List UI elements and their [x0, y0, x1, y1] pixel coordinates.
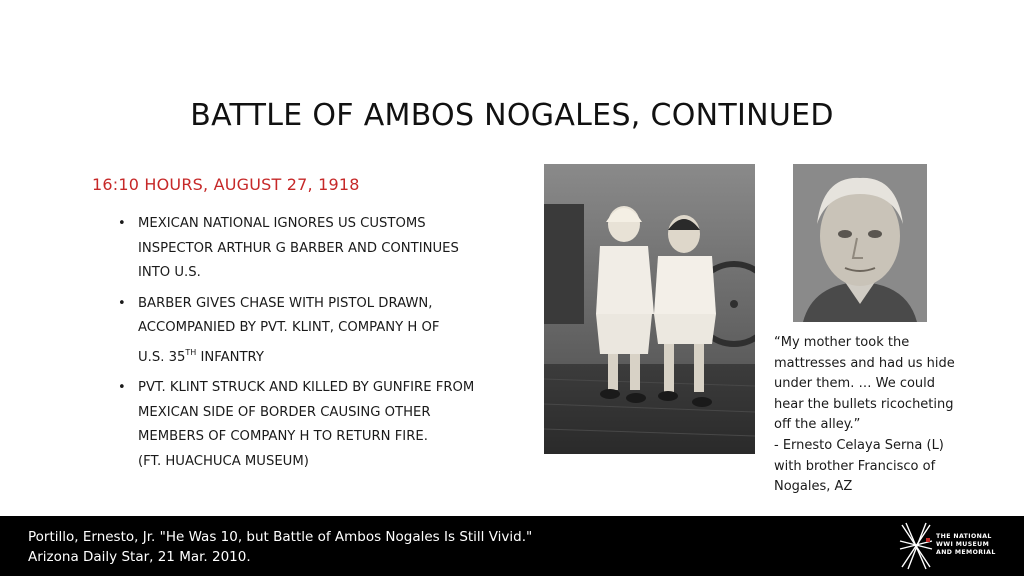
quote-line: mattresses and had us hide: [774, 355, 955, 371]
logo-line: THE NATIONAL: [936, 533, 992, 540]
bullet-line: PVT. KLINT STRUCK AND KILLED BY GUNFIRE FROM: [138, 380, 475, 395]
bullet-line: INTO U.S.: [138, 265, 201, 280]
bullet-line: MEXICAN NATIONAL IGNORES US CUSTOMS: [138, 216, 426, 231]
citation-line: Arizona Daily Star, 21 Mar. 2010.: [28, 548, 251, 565]
quote-block: [774, 333, 994, 498]
bullet-dot: •: [118, 295, 126, 311]
museum-logo-text: [936, 533, 996, 557]
quote-line: off the alley.”: [774, 417, 861, 433]
slide-title: BATTLE OF AMBOS NOGALES, CONTINUED: [190, 98, 834, 133]
footer-bar: [0, 516, 1024, 576]
quote-line: under them. … We could: [774, 376, 936, 392]
museum-logo-mark-icon: [896, 521, 936, 571]
bullet-item: [116, 292, 516, 371]
bullet-dot: •: [118, 380, 126, 395]
museum-logo: [896, 521, 1018, 571]
quote-attribution: - Ernesto Celaya Serna (L): [774, 437, 944, 453]
quote-line: “My mother took the: [774, 335, 910, 350]
slide-subtitle: 16:10 HOURS, AUGUST 27, 1918: [92, 175, 360, 194]
two-boys-photo: [544, 164, 755, 454]
bullet-line: [138, 341, 516, 371]
bullet-item: [116, 212, 516, 286]
bullet-line: (FT. HUACHUCA MUSEUM): [138, 453, 309, 469]
logo-line: AND MEMORIAL: [936, 549, 996, 556]
citation: [28, 528, 532, 567]
bullet-dot: •: [118, 216, 126, 231]
citation-line: Portillo, Ernesto, Jr. "He Was 10, but Battle of Ambos Nogales Is Still Vivid.": [28, 529, 533, 545]
bullet-line: MEMBERS OF COMPANY H TO RETURN FIRE.: [138, 429, 428, 444]
bullet-item: [116, 376, 516, 474]
quote-line: hear the bullets ricocheting: [774, 396, 954, 412]
ordinal-suffix: TH: [185, 347, 197, 357]
bullet-list: [116, 212, 516, 480]
bullet-line: BARBER GIVES CHASE WITH PISTOL DRAWN,: [138, 295, 433, 311]
bullet-text: INFANTRY: [196, 349, 264, 365]
bullet-text: U.S. 35: [138, 349, 186, 365]
quote-attribution: with brother Francisco of: [774, 458, 936, 474]
quote-attribution: Nogales, AZ: [774, 479, 853, 495]
bullet-line: ACCOMPANIED BY PVT. KLINT, COMPANY H OF: [138, 320, 440, 335]
elder-portrait-photo: [793, 164, 927, 322]
logo-line: WWI MUSEUM: [936, 541, 990, 548]
bullet-line: MEXICAN SIDE OF BORDER CAUSING OTHER: [138, 404, 431, 420]
bullet-line: INSPECTOR ARTHUR G BARBER AND CONTINUES: [138, 240, 459, 256]
